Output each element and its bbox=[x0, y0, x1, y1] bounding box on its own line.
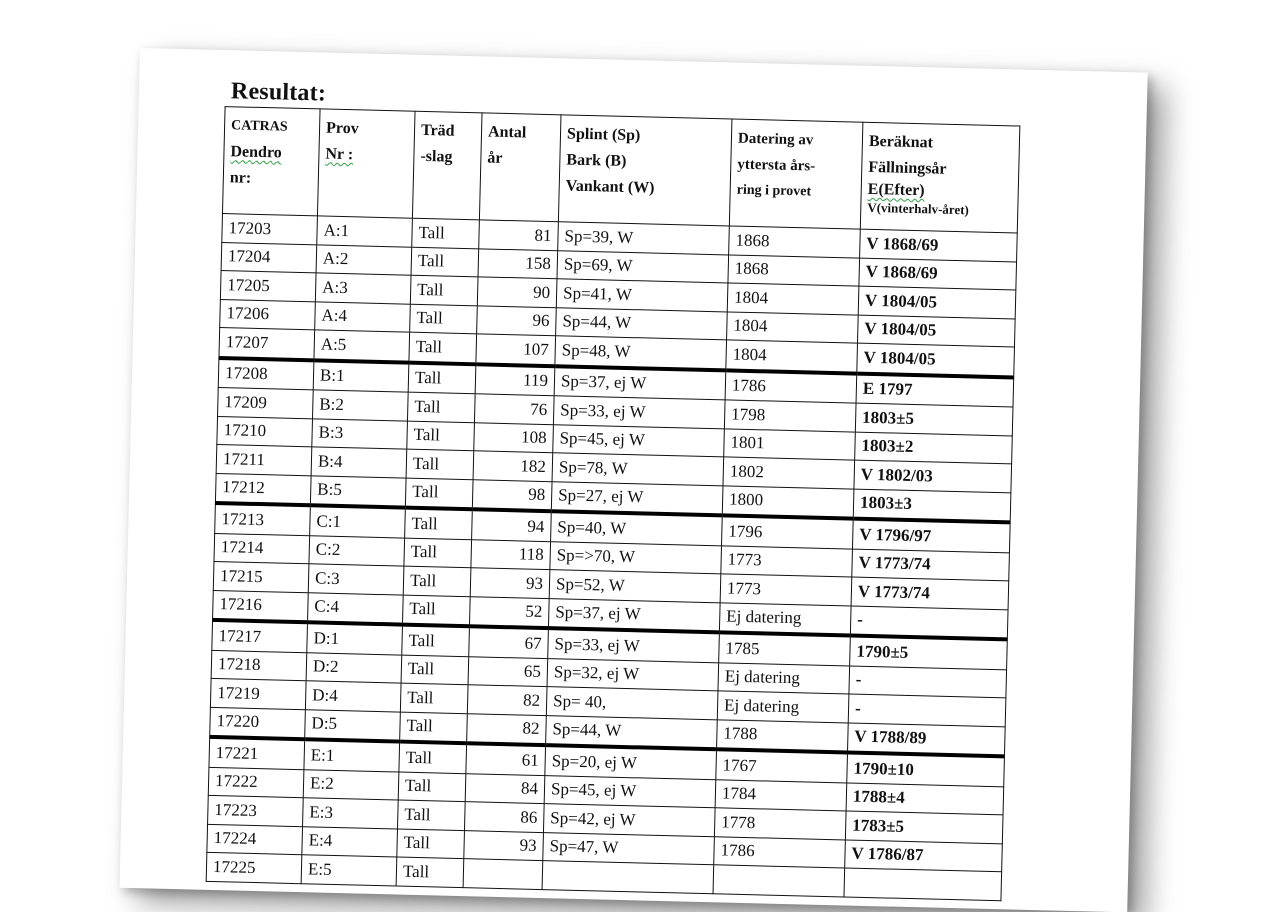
cell-antal: 65 bbox=[468, 656, 548, 686]
cell-splint: Sp=42, ej W bbox=[543, 804, 715, 837]
cell-antal: 76 bbox=[474, 394, 554, 424]
cell-datering: 1786 bbox=[725, 370, 857, 403]
cell-dendro: 17214 bbox=[214, 533, 310, 564]
cell-dendro: 17205 bbox=[220, 271, 316, 302]
header-dendro bbox=[222, 107, 320, 216]
cell-beraknat: - bbox=[849, 666, 1007, 698]
cell-splint: Sp=41, W bbox=[556, 279, 728, 312]
cell-splint: Sp=47, W bbox=[543, 832, 715, 865]
cell-antal: 107 bbox=[476, 334, 556, 366]
cell-antal: 182 bbox=[473, 451, 553, 481]
cell-datering: 1801 bbox=[724, 428, 856, 460]
cell-splint: Sp=44, W bbox=[556, 307, 728, 340]
header-splint-line3: Vankant (W) bbox=[565, 177, 655, 197]
header-beraknat-line3: E(Efter) bbox=[867, 180, 925, 200]
cell-beraknat: V 1796/97 bbox=[852, 519, 1010, 553]
header-datering bbox=[729, 119, 863, 229]
cell-splint: Sp=39, W bbox=[558, 222, 730, 255]
cell-trad: Tall bbox=[412, 218, 480, 248]
cell-prov: B:2 bbox=[313, 390, 409, 421]
cell-splint: Sp=45, ej W bbox=[553, 424, 725, 457]
cell-prov: D:2 bbox=[306, 652, 402, 683]
cell-antal: 86 bbox=[464, 802, 544, 832]
cell-datering: 1804 bbox=[726, 340, 858, 373]
cell-dendro: 17219 bbox=[210, 678, 306, 709]
cell-beraknat: 1803±2 bbox=[855, 432, 1013, 464]
cell-datering: 1785 bbox=[719, 632, 851, 665]
cell-trad: Tall bbox=[409, 332, 477, 364]
cell-trad: Tall bbox=[406, 449, 474, 479]
cell-beraknat: 1790±10 bbox=[847, 752, 1005, 786]
header-dendro-line3: nr: bbox=[229, 169, 252, 187]
cell-beraknat bbox=[844, 868, 1002, 900]
header-antal-line2: år bbox=[487, 149, 503, 167]
cell-splint bbox=[542, 861, 714, 894]
cell-prov: C:2 bbox=[309, 535, 405, 566]
cell-trad: Tall bbox=[405, 478, 473, 510]
cell-prov: E:4 bbox=[302, 826, 398, 857]
cell-datering: Ej datering bbox=[719, 602, 851, 635]
document-page bbox=[119, 48, 1147, 912]
header-trad-line1: Träd bbox=[420, 121, 455, 140]
cell-prov: B:3 bbox=[312, 418, 408, 449]
cell-prov: E:3 bbox=[303, 798, 399, 829]
cell-beraknat: V 1804/05 bbox=[857, 343, 1015, 377]
cell-dendro: 17216 bbox=[213, 590, 309, 622]
cell-beraknat: 1803±3 bbox=[853, 489, 1011, 523]
cell-antal: 61 bbox=[466, 743, 546, 775]
cell-splint: Sp=33, ej W bbox=[548, 628, 720, 662]
header-prov-line1: Prov bbox=[325, 119, 359, 138]
header-datering-line3: ring i provet bbox=[736, 182, 812, 200]
cell-prov: B:1 bbox=[313, 360, 409, 392]
cell-dendro: 17220 bbox=[210, 707, 306, 739]
cell-datering: 1804 bbox=[727, 311, 859, 343]
cell-trad: Tall bbox=[410, 275, 478, 305]
cell-dendro: 17221 bbox=[209, 737, 305, 769]
cell-beraknat: 1790±5 bbox=[850, 636, 1008, 670]
cell-dendro: 17207 bbox=[219, 328, 315, 360]
table-header-row bbox=[222, 107, 1019, 233]
cell-trad: Tall bbox=[401, 655, 469, 685]
header-dendro-line2: Dendro bbox=[230, 143, 282, 162]
cell-dendro: 17218 bbox=[211, 650, 307, 681]
cell-beraknat: 1783±5 bbox=[845, 811, 1003, 843]
cell-splint: Sp= 40, bbox=[546, 687, 718, 720]
cell-trad: Tall bbox=[402, 625, 470, 657]
cell-dendro: 17204 bbox=[221, 242, 317, 273]
cell-datering: 1868 bbox=[728, 254, 860, 286]
cell-prov: E:1 bbox=[304, 739, 400, 771]
cell-antal: 90 bbox=[477, 277, 557, 307]
header-splint-line2: Bark (B) bbox=[566, 151, 627, 170]
page-heading: Resultat: bbox=[230, 78, 327, 107]
cell-trad: Tall bbox=[397, 829, 465, 859]
cell-splint: Sp=78, W bbox=[552, 453, 724, 486]
header-beraknat-line4: V(vinterhalv-året) bbox=[867, 199, 970, 218]
cell-antal bbox=[463, 859, 543, 889]
cell-prov: B:5 bbox=[310, 475, 406, 507]
cell-datering: 1788 bbox=[717, 719, 849, 752]
cell-splint: Sp=69, W bbox=[557, 250, 729, 283]
header-antal bbox=[479, 113, 561, 222]
cell-trad: Tall bbox=[398, 772, 466, 802]
cell-trad: Tall bbox=[398, 800, 466, 830]
cell-prov: A:4 bbox=[315, 301, 411, 332]
header-trad bbox=[412, 111, 482, 220]
cell-dendro: 17215 bbox=[213, 561, 309, 592]
cell-splint: Sp=32, ej W bbox=[547, 658, 719, 691]
cell-splint: Sp=48, W bbox=[555, 336, 727, 370]
cell-prov: C:4 bbox=[308, 592, 404, 624]
cell-datering: 1796 bbox=[722, 515, 854, 548]
cell-antal: 108 bbox=[474, 422, 554, 452]
cell-prov: D:4 bbox=[305, 681, 401, 712]
cell-prov: D:5 bbox=[305, 709, 401, 741]
cell-dendro: 17225 bbox=[206, 852, 302, 883]
cell-splint: Sp=>70, W bbox=[550, 541, 722, 574]
cell-datering: 1784 bbox=[715, 779, 847, 811]
cell-antal: 119 bbox=[475, 364, 555, 396]
cell-antal: 118 bbox=[471, 539, 551, 569]
cell-antal: 82 bbox=[467, 685, 547, 715]
cell-beraknat: V 1804/05 bbox=[858, 315, 1016, 347]
cell-prov: C:1 bbox=[310, 505, 406, 537]
header-beraknat bbox=[860, 122, 1020, 233]
cell-antal: 52 bbox=[469, 596, 549, 628]
cell-dendro: 17206 bbox=[220, 299, 316, 330]
cell-datering: Ej datering bbox=[717, 691, 849, 723]
cell-splint: Sp=45, ej W bbox=[544, 775, 716, 808]
cell-datering: 1767 bbox=[716, 749, 848, 782]
cell-prov: E:2 bbox=[303, 769, 399, 800]
cell-splint: Sp=52, W bbox=[549, 570, 721, 603]
cell-dendro: 17209 bbox=[218, 388, 314, 419]
cell-dendro: 17212 bbox=[215, 473, 311, 505]
cell-datering bbox=[713, 865, 845, 897]
cell-beraknat: V 1786/87 bbox=[845, 839, 1003, 871]
header-beraknat-line2: Fällningsår bbox=[868, 158, 947, 178]
cell-dendro: 17217 bbox=[212, 620, 308, 652]
header-trad-line2: -slag bbox=[420, 147, 453, 166]
cell-trad: Tall bbox=[402, 595, 470, 627]
cell-beraknat: 1803±5 bbox=[855, 403, 1013, 435]
cell-dendro: 17210 bbox=[217, 416, 313, 447]
table-body bbox=[206, 214, 1017, 901]
cell-antal: 84 bbox=[465, 773, 545, 803]
cell-antal: 96 bbox=[477, 305, 557, 335]
cell-antal: 82 bbox=[467, 713, 547, 745]
header-datering-line2: yttersta års- bbox=[737, 156, 816, 175]
cell-datering: 1786 bbox=[714, 836, 846, 868]
cell-prov: C:3 bbox=[308, 564, 404, 595]
cell-datering: 1868 bbox=[729, 226, 861, 258]
cell-trad: Tall bbox=[404, 538, 472, 568]
cell-trad: Tall bbox=[400, 712, 468, 744]
cell-prov: A:1 bbox=[317, 216, 413, 247]
cell-trad: Tall bbox=[405, 508, 473, 540]
cell-splint: Sp=27, ej W bbox=[551, 481, 723, 515]
cell-trad: Tall bbox=[403, 566, 471, 596]
cell-datering: 1798 bbox=[724, 400, 856, 432]
cell-beraknat: V 1773/74 bbox=[851, 577, 1009, 609]
cell-prov: B:4 bbox=[311, 447, 407, 478]
header-splint bbox=[558, 115, 732, 226]
cell-beraknat: E 1797 bbox=[856, 373, 1014, 407]
cell-splint: Sp=33, ej W bbox=[553, 396, 725, 429]
cell-prov: A:2 bbox=[316, 244, 412, 275]
cell-splint: Sp=20, ej W bbox=[545, 745, 717, 779]
cell-dendro: 17222 bbox=[208, 767, 304, 798]
header-antal-line1: Antal bbox=[487, 123, 527, 142]
cell-datering: 1802 bbox=[723, 457, 855, 489]
cell-prov: A:5 bbox=[314, 330, 410, 362]
cell-datering: Ej datering bbox=[718, 662, 850, 694]
header-prov bbox=[317, 109, 415, 218]
cell-dendro: 17213 bbox=[215, 503, 311, 535]
cell-beraknat: V 1868/69 bbox=[859, 258, 1017, 290]
cell-dendro: 17208 bbox=[218, 358, 314, 390]
cell-beraknat: V 1804/05 bbox=[858, 286, 1016, 318]
cell-dendro: 17203 bbox=[222, 214, 318, 245]
cell-datering: 1800 bbox=[722, 485, 854, 518]
header-splint-line1: Splint (Sp) bbox=[566, 125, 641, 145]
cell-antal: 94 bbox=[472, 509, 552, 541]
cell-prov: D:1 bbox=[307, 622, 403, 654]
cell-antal: 158 bbox=[478, 248, 558, 278]
cell-splint: Sp=40, W bbox=[551, 511, 723, 545]
cell-datering: 1778 bbox=[714, 808, 846, 840]
cell-splint: Sp=44, W bbox=[546, 715, 718, 749]
cell-beraknat: - bbox=[850, 606, 1008, 640]
cell-antal: 81 bbox=[479, 220, 559, 250]
cell-antal: 93 bbox=[470, 568, 550, 598]
cell-trad: Tall bbox=[411, 247, 479, 277]
cell-antal: 67 bbox=[469, 626, 549, 658]
cell-datering: 1804 bbox=[727, 283, 859, 315]
cell-trad: Tall bbox=[396, 857, 464, 887]
cell-trad: Tall bbox=[407, 421, 475, 451]
cell-trad: Tall bbox=[410, 304, 478, 334]
cell-antal: 93 bbox=[464, 830, 544, 860]
cell-splint: Sp=37, ej W bbox=[548, 598, 720, 632]
cell-beraknat: V 1773/74 bbox=[852, 549, 1010, 581]
cell-dendro: 17211 bbox=[216, 444, 312, 475]
header-dendro-line1: CATRAS bbox=[230, 118, 288, 135]
cell-trad: Tall bbox=[400, 683, 468, 713]
cell-prov: A:3 bbox=[315, 273, 411, 304]
cell-dendro: 17224 bbox=[207, 824, 303, 855]
header-beraknat-line1: Beräknat bbox=[868, 132, 934, 152]
cell-trad: Tall bbox=[407, 392, 475, 422]
cell-trad: Tall bbox=[399, 742, 467, 774]
cell-beraknat: V 1788/89 bbox=[847, 723, 1005, 757]
cell-dendro: 17223 bbox=[208, 795, 304, 826]
cell-antal: 98 bbox=[472, 479, 552, 511]
cell-beraknat: - bbox=[848, 694, 1006, 726]
cell-beraknat: V 1868/69 bbox=[860, 229, 1018, 261]
cell-beraknat: 1788±4 bbox=[846, 782, 1004, 814]
header-datering-line1: Datering av bbox=[737, 130, 814, 149]
cell-splint: Sp=37, ej W bbox=[554, 366, 726, 400]
cell-datering: 1773 bbox=[720, 574, 852, 606]
cell-trad: Tall bbox=[408, 362, 476, 394]
header-prov-line2: Nr : bbox=[325, 145, 354, 164]
results-table bbox=[206, 106, 1021, 901]
cell-datering: 1773 bbox=[721, 545, 853, 577]
cell-beraknat: V 1802/03 bbox=[854, 460, 1012, 492]
cell-prov: E:5 bbox=[301, 855, 397, 886]
